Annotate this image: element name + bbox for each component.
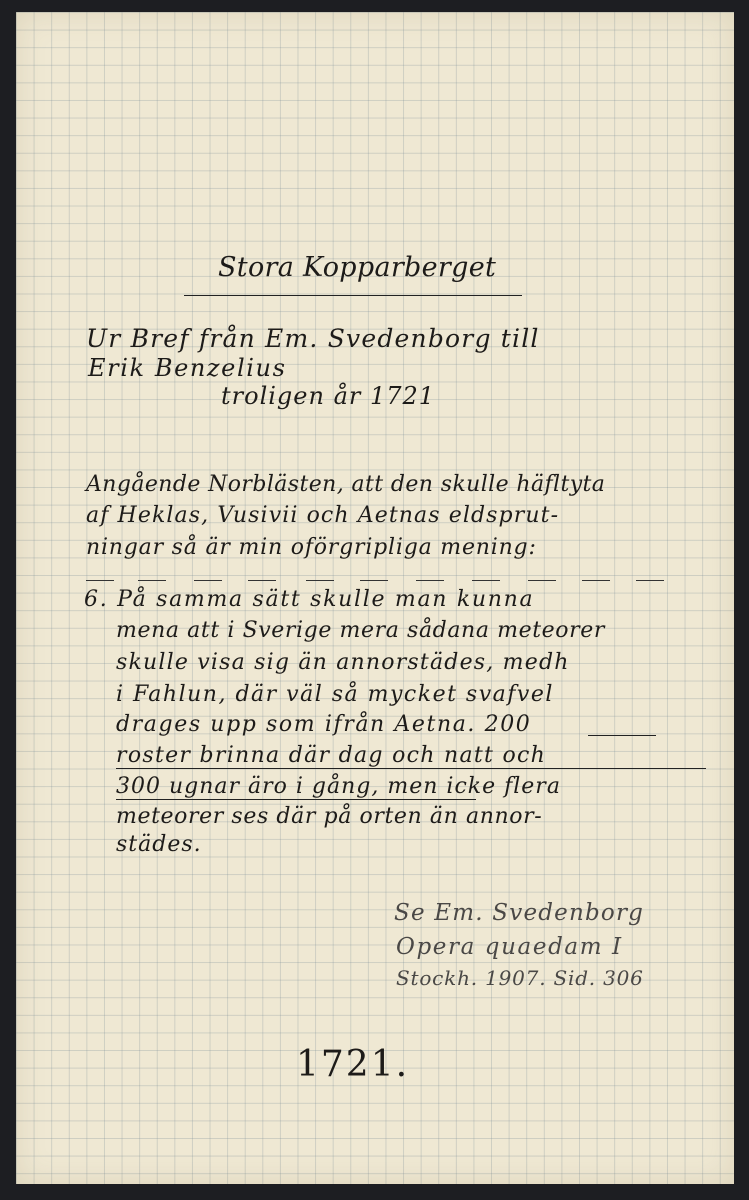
paragraph-line-6: roster brinna där dag och natt och: [116, 743, 547, 768]
paragraph-line-7: 300 ugnar äro i gång, men icke flera: [116, 774, 561, 799]
title-underline: [184, 295, 522, 296]
underline-300-ugnar: [116, 799, 476, 800]
reference-line-3: Stockh. 1907. Sid. 306: [396, 966, 644, 990]
opening-line-2: af Heklas, Vusivii och Aetnas eldsprut-: [86, 503, 560, 528]
paragraph-line-9: städes.: [116, 832, 202, 857]
underline-roster-line: [116, 768, 706, 769]
intro-line-3: troligen år 1721: [221, 382, 436, 410]
intro-line-2: Erik Benzelius: [88, 354, 287, 382]
paragraph-line-4: i Fahlun, där väl så mycket svafvel: [116, 682, 554, 707]
paragraph-line-3: skulle visa sig än annorstädes, medh: [116, 650, 570, 675]
paragraph-line-8: meteorer ses där på orten än annor-: [116, 804, 543, 829]
paragraph-line-1: 6. På samma sätt skulle man kunna: [84, 587, 535, 612]
reference-line-1: Se Em. Svedenborg: [394, 900, 645, 926]
underline-200: [588, 735, 656, 736]
document-title: Stora Kopparberget: [218, 252, 497, 283]
opening-line-3: ningar så är min oförgripliga mening:: [86, 535, 537, 560]
paragraph-line-2: mena att i Sverige mera sådana meteorer: [116, 618, 605, 643]
archive-sheet: [16, 12, 734, 1184]
opening-line-1: Angående Norblästen, att den skulle häfltyta: [86, 472, 606, 497]
document-date: 1721.: [296, 1044, 410, 1085]
intro-line-1: Ur Bref från Em. Svedenborg till: [86, 324, 540, 353]
paragraph-line-5: drages upp som ifrån Aetna. 200: [116, 712, 532, 737]
reference-line-2: Opera quaedam I: [396, 934, 623, 960]
